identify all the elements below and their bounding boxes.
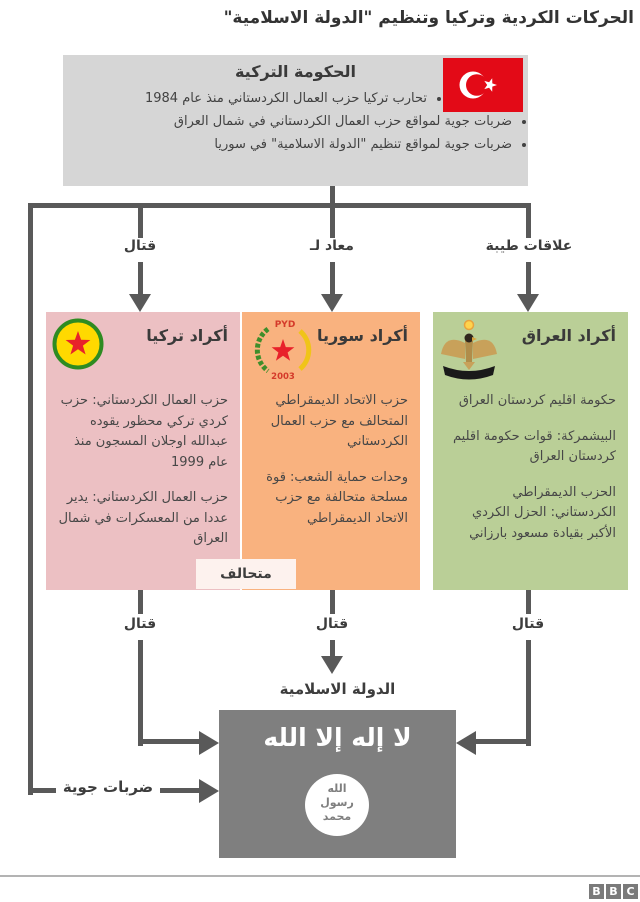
edge-branch-right-upper — [526, 208, 531, 238]
turkey-kurds-paragraph: حزب العمال الكردستاني: يدير عددا من المعسكرات في شمال العراق — [58, 490, 228, 547]
syria-kurds-paragraph: وحدات حماية الشعب: قوة مسلحة متحالفة مع حزب الاتحاد الديمقراطي — [266, 469, 408, 526]
edge-right-stub — [526, 590, 531, 614]
arrowhead-down-icon — [517, 294, 539, 312]
iraq-kurds-paragraph: الحزب الديمقراطي الكردستاني: الحزل الكردي الأكبر بقيادة مسعود بارزاني — [469, 484, 616, 541]
pyd-logo-text: PYD — [274, 320, 296, 330]
syria-kurds-paragraph: حزب الاتحاد الديمقراطي المتحالف مع حزب العمال الكردستاني — [270, 393, 408, 450]
arrowhead-down-icon — [321, 656, 343, 674]
iraq-kurds-paragraph: البيشمركة: قوات حكومة اقليم كردستان العراق — [453, 428, 616, 465]
gov-bullet: • تحارب تركيا حزب العمال الكردستاني منذ عام 1984 — [71, 87, 427, 110]
edge-label-hostile-to: معاد لـ — [310, 238, 354, 254]
isis-label: الدولة الاسلامية — [279, 680, 396, 698]
turkey-flag-icon — [443, 58, 523, 112]
edge-label-fight-bottom-left: قتال — [123, 616, 157, 632]
page-title: الحركات الكردية وتركيا وتنظيم "الدولة الاسلامية" — [223, 8, 634, 28]
edge-main-bar — [28, 203, 531, 208]
seal-line: رسول — [320, 796, 354, 809]
turkey-kurds-box — [46, 312, 240, 590]
turkish-government-box — [63, 55, 528, 186]
gov-bullet: • ضربات جوية لمواقع حزب العمال الكردستاني في شمال العراق — [71, 110, 512, 133]
arrowhead-left-icon — [456, 731, 476, 755]
arrowhead-right-icon — [199, 731, 219, 755]
pyd-emblem-icon — [248, 318, 320, 380]
edge-airstrikes-vertical — [28, 203, 33, 795]
syria-kurds-box — [242, 312, 420, 590]
edge-left-down — [138, 640, 143, 746]
arrowhead-down-icon — [321, 294, 343, 312]
seal-line: محمد — [322, 810, 352, 823]
iraq-kurds-title: أكراد العراق — [521, 326, 616, 345]
edge-branch-mid-upper — [330, 208, 335, 238]
edge-branch-left-lower — [138, 262, 143, 294]
footer-divider — [0, 875, 640, 877]
edge-airstrikes-corner — [28, 788, 56, 793]
bbc-logo-letter: B — [589, 884, 604, 899]
iraq-kurds-paragraph: حكومة اقليم كردستان العراق — [458, 393, 616, 408]
turkey-kurds-paragraph: حزب العمال الكردستاني: حزب كردي تركي محظور يقوده عبدالله اوجلان المسجون منذ عام 1999 — [60, 393, 228, 470]
edge-right-horizontal — [476, 739, 531, 744]
edge-left-horizontal — [138, 739, 199, 744]
edge-airstrikes-horizontal — [160, 788, 199, 793]
edge-mid-to-isis — [330, 640, 335, 656]
edge-label-airstrikes: ضربات جوية — [62, 778, 154, 796]
edge-label-good-relations: علاقات طيبة — [485, 238, 573, 254]
bbc-logo-letter: B — [606, 884, 621, 899]
turkey-kurds-title: أكراد تركيا — [146, 326, 228, 345]
arrowhead-right-icon — [199, 779, 219, 803]
edge-label-fight-bottom-right: قتال — [511, 616, 545, 632]
edge-left-stub — [138, 590, 143, 614]
bbc-logo-letter: C — [623, 884, 638, 899]
isis-flag-seal — [305, 774, 369, 836]
edge-label-allied: متحالف — [196, 559, 296, 589]
krg-emblem-icon — [439, 318, 499, 382]
pkk-emblem-icon — [52, 318, 104, 370]
edge-branch-left-upper — [138, 208, 143, 238]
edge-branch-mid-lower — [330, 262, 335, 294]
edge-right-down — [526, 640, 531, 746]
isis-flag-box — [219, 710, 456, 858]
edge-label-fight-bottom-mid: قتال — [315, 616, 349, 632]
edge-branch-right-lower — [526, 262, 531, 294]
edge-gov-stub — [330, 186, 335, 203]
seal-line: الله — [327, 782, 347, 795]
pyd-logo-year: 2003 — [271, 372, 295, 380]
gov-box-title: الحكومة التركية — [234, 62, 357, 81]
edge-mid-stub — [330, 590, 335, 614]
iraq-kurds-box — [433, 312, 628, 590]
isis-flag-shahada-text: لا إله إلا الله — [263, 723, 412, 752]
syria-kurds-title: أكراد سوريا — [317, 326, 408, 345]
edge-label-fight-top: قتال — [123, 238, 157, 254]
gov-bullet: • ضربات جوية لمواقع تنظيم "الدولة الاسلامية" في سوريا — [71, 133, 512, 156]
arrowhead-down-icon — [129, 294, 151, 312]
